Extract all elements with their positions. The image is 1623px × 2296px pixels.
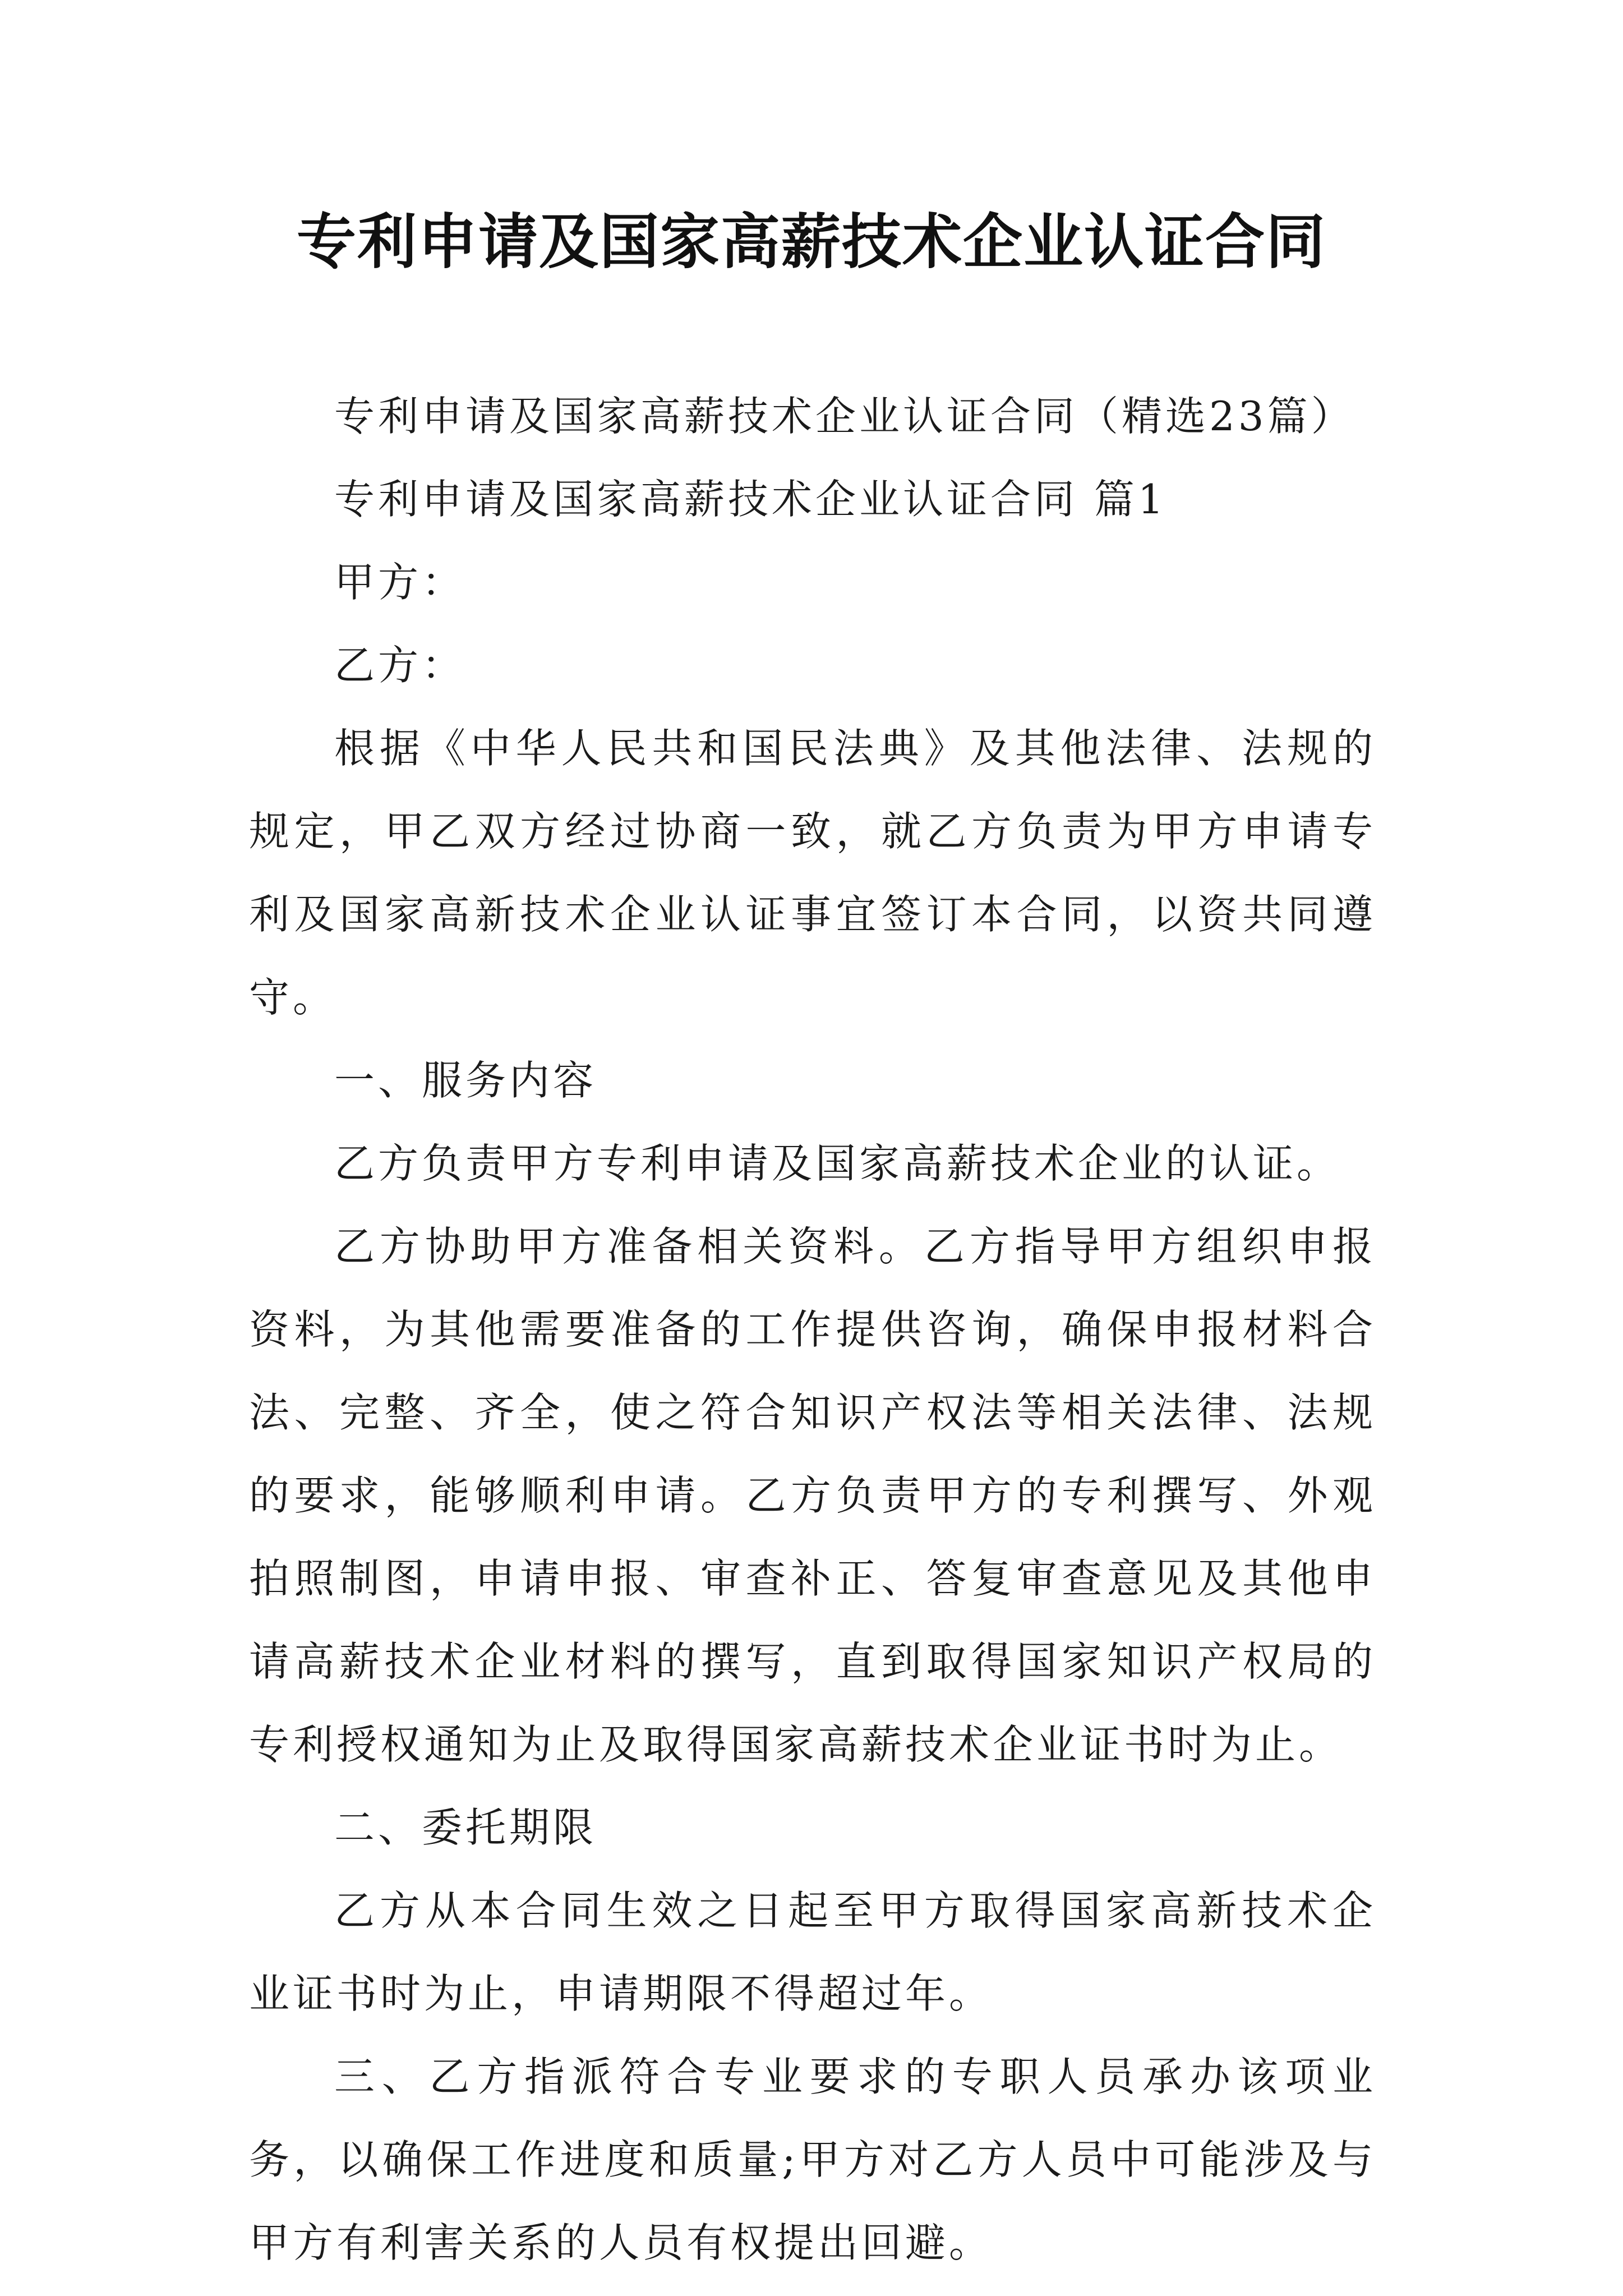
paragraph-party-b: 乙方： — [334, 642, 466, 689]
paragraph-staffing: 三、乙方指派符合专业要求的专职人员承办该项业务，以确保工作进度和质量;甲方对乙方人员中可能涉及与甲方有利害关系的人员有权提出回避。 — [249, 2053, 1376, 2266]
document-body — [249, 375, 1376, 2284]
document-title: 专利申请及国家高薪技术企业认证合同 — [297, 208, 1326, 277]
paragraph-collection-title: 专利申请及国家高薪技术企业认证合同（精选23篇） — [334, 393, 1355, 440]
paragraph-heading-term: 二、委托期限 — [334, 1804, 597, 1851]
paragraph-party-a: 甲方： — [334, 559, 466, 606]
paragraph-service-scope: 乙方负责甲方专利申请及国家高薪技术企业的认证。 — [334, 1140, 1341, 1187]
paragraph-heading-service-content: 一、服务内容 — [334, 1057, 597, 1104]
paragraph-term-details: 乙方从本合同生效之日起至甲方取得国家高新技术企业证书时为止，申请期限不得超过年。 — [249, 1887, 1376, 2017]
paragraph-section-heading: 专利申请及国家高薪技术企业认证合同 篇1 — [334, 476, 1167, 523]
paragraph-preamble: 根据《中华人民共和国民法典》及其他法律、法规的规定，甲乙双方经过协商一致，就乙方负责为甲方申请专利及国家高新技术企业认证事宜签订本合同，以资共同遵守。 — [249, 725, 1376, 1021]
paragraph-service-details: 乙方协助甲方准备相关资料。乙方指导甲方组织申报资料，为其他需要准备的工作提供咨询，确保申报材料合法、完整、齐全，使之符合知识产权法等相关法律、法规的要求，能够顺利申请。乙方负责甲方的专利撰写、外观拍照制图，申请申报、审查补正、答复审查意见及其他申请高薪技术企业材料的撰写，直到取得国家知识产权局的专利授权通知为止及取得国家高薪技术企业证书时为止。 — [249, 1223, 1376, 1768]
